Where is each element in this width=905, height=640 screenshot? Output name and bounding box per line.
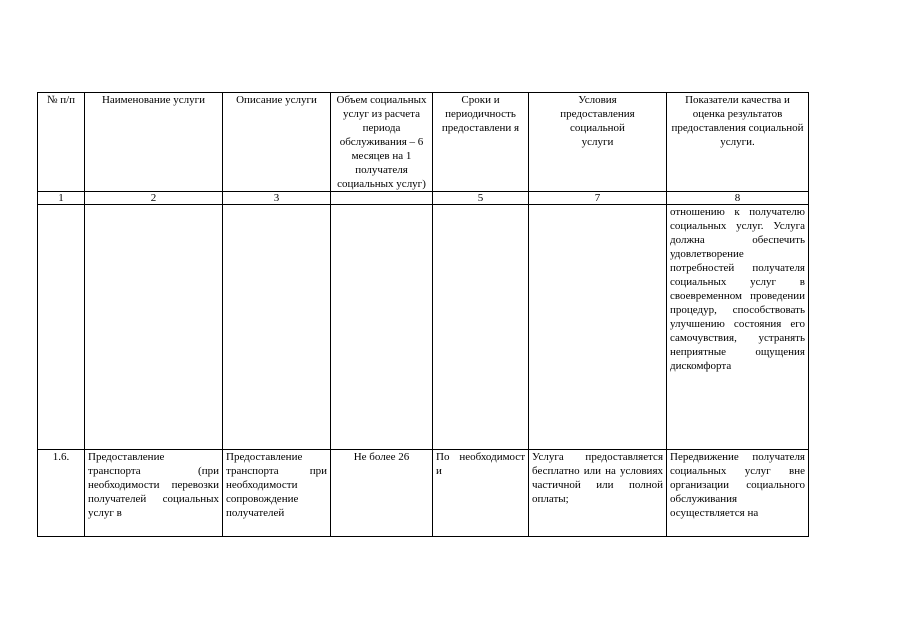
column-number: 1: [38, 192, 85, 205]
header-service-name: Наименование услуги: [85, 93, 223, 192]
empty-cell: [433, 205, 529, 450]
service-name: Предоставление транспорта (при необходимости перевозки получателей социальных услуг в: [85, 450, 223, 537]
service-volume: Не более 26: [331, 450, 433, 537]
header-service-volume: Объем социальных услуг из расчета периода обслуживания – 6 месяцев на 1 получателя социальных услуг): [331, 93, 433, 192]
row-number: 1.6.: [38, 450, 85, 537]
empty-cell: [529, 205, 667, 450]
table-header-row: [38, 93, 809, 192]
service-conditions: Услуга предоставляется бесплатно или на условиях частичной или полной оплаты;: [529, 450, 667, 537]
column-number: 5: [433, 192, 529, 205]
table-row: [38, 205, 809, 450]
column-number: 8: [667, 192, 809, 205]
header-service-description: Описание услуги: [223, 93, 331, 192]
column-number: [331, 192, 433, 205]
column-number: 3: [223, 192, 331, 205]
quality-indicators-continued: отношению к получателю социальных услуг. Услуга должна обеспечить удовлетворение потребностей получателя социальных услуг в своевременном проведении процедур, способствовать улучшению состояния его самочувствия, устранять неприятные ощущения дискомфорта: [667, 205, 809, 450]
empty-cell: [38, 205, 85, 450]
header-conditions: Условия предоставления социальной услуги: [529, 93, 667, 192]
empty-cell: [331, 205, 433, 450]
header-quality: Показатели качества и оценка результатов предоставления социальной услуги.: [667, 93, 809, 192]
service-description: Предоставление транспорта при необходимости сопровождение получателей: [223, 450, 331, 537]
header-terms: Сроки и периодичность предоставлени я: [433, 93, 529, 192]
column-number: 2: [85, 192, 223, 205]
header-number: № п/п: [38, 93, 85, 192]
empty-cell: [85, 205, 223, 450]
empty-cell: [223, 205, 331, 450]
services-table: [37, 92, 809, 537]
quality-indicators: Передвижение получателя социальных услуг вне организации социального обслуживания осуществляется на: [667, 450, 809, 537]
service-terms: По необходимост и: [433, 450, 529, 537]
table-row: [38, 450, 809, 537]
column-number: 7: [529, 192, 667, 205]
column-number-row: [38, 192, 809, 205]
